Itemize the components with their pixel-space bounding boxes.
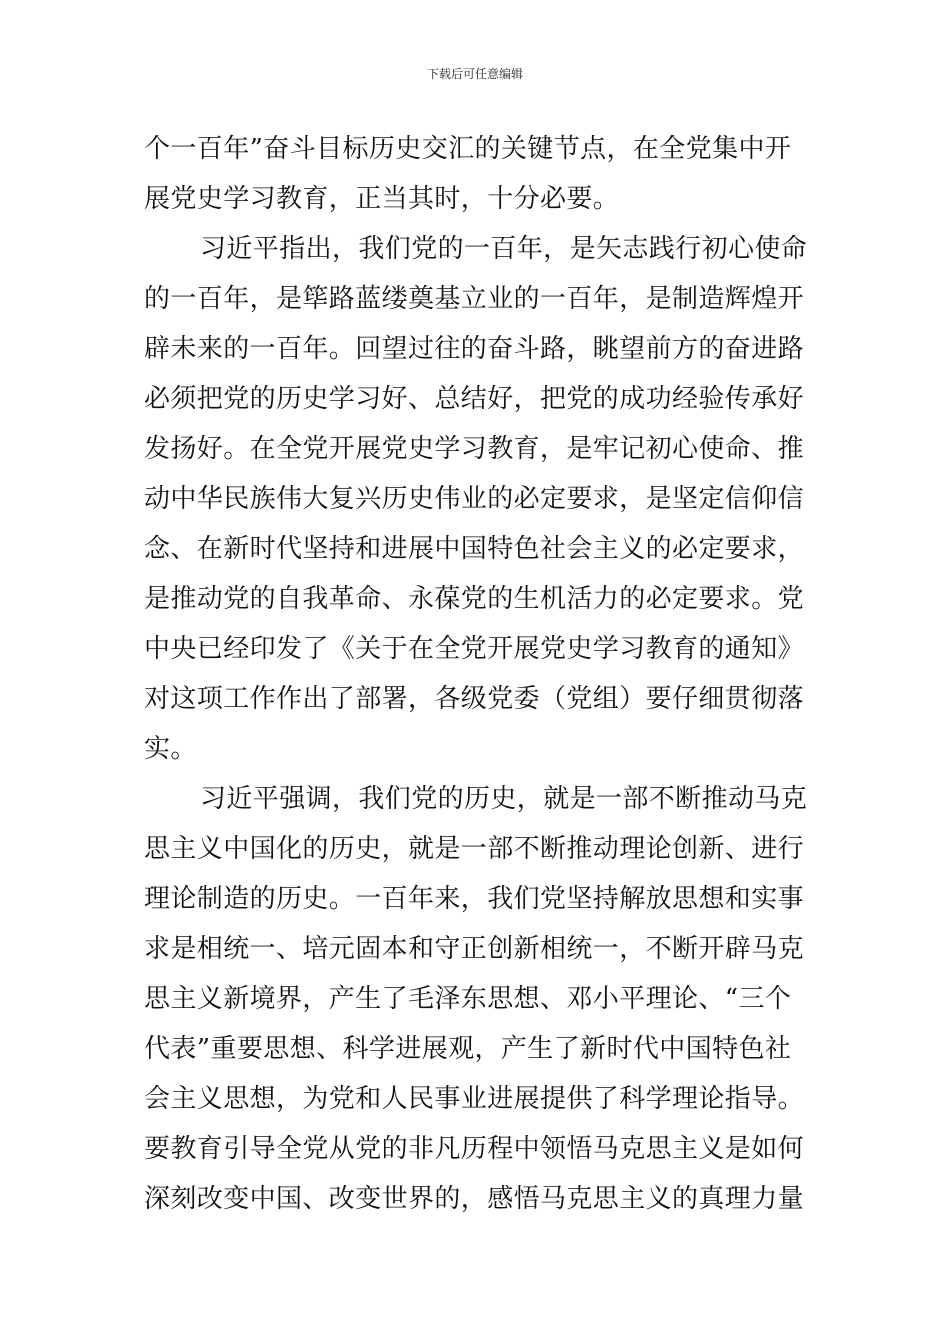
text-line: 是推动党的自我革命、永葆党的生机活力的必定要求。党 xyxy=(144,584,805,614)
text-line: 发扬好。在全党开展党史学习教育，是牢记初心使命、推 xyxy=(144,434,805,464)
download-note: 下载后可任意编辑 xyxy=(426,67,523,81)
text-line: 会主义思想，为党和人民事业进展提供了科学理论指导。 xyxy=(144,1084,805,1114)
text-line: 必须把党的历史学习好、总结好，把党的成功经验传承好 xyxy=(144,384,805,414)
text-line: 深刻改变中国、改变世界的，感悟马克思主义的真理力量 xyxy=(144,1184,805,1214)
paragraph-start-line: 习近平强调，我们党的历史，就是一部不断推动马克 xyxy=(200,784,808,814)
text-line: 求是相统一、培元固本和守正创新相统一，不断开辟马克 xyxy=(144,934,805,964)
text-line: 个一百年”奋斗目标历史交汇的关键节点，在全党集中开 xyxy=(144,134,792,164)
paragraph-start-line: 习近平指出，我们党的一百年，是矢志践行初心使命 xyxy=(200,234,808,264)
text-line: 中央已经印发了《关于在全党开展党史学习教育的通知》 xyxy=(144,634,805,664)
text-line: 对这项工作作出了部署，各级党委（党组）要仔细贯彻落 xyxy=(144,684,805,714)
text-line: 的一百年，是筚路蓝缕奠基立业的一百年，是制造辉煌开 xyxy=(144,284,805,314)
text-line: 要教育引导全党从党的非凡历程中领悟马克思主义是如何 xyxy=(144,1134,805,1164)
document-body xyxy=(144,124,808,1224)
text-line: 念、在新时代坚持和进展中国特色社会主义的必定要求， xyxy=(144,534,805,564)
text-line: 思主义中国化的历史，就是一部不断推动理论创新、进行 xyxy=(144,834,805,864)
text-line: 思主义新境界，产生了毛泽东思想、邓小平理论、“三个 xyxy=(144,984,792,1014)
text-line: 代表”重要思想、科学进展观，产生了新时代中国特色社 xyxy=(144,1034,792,1064)
text-line: 辟未来的一百年。回望过往的奋斗路，眺望前方的奋进路 xyxy=(144,334,805,364)
text-line: 实。 xyxy=(144,734,197,764)
text-line: 动中华民族伟大复兴历史伟业的必定要求，是坚定信仰信 xyxy=(144,484,805,514)
text-line: 展党史学习教育，正当其时，十分必要。 xyxy=(144,184,620,214)
text-line: 理论制造的历史。一百年来，我们党坚持解放思想和实事 xyxy=(144,884,805,914)
